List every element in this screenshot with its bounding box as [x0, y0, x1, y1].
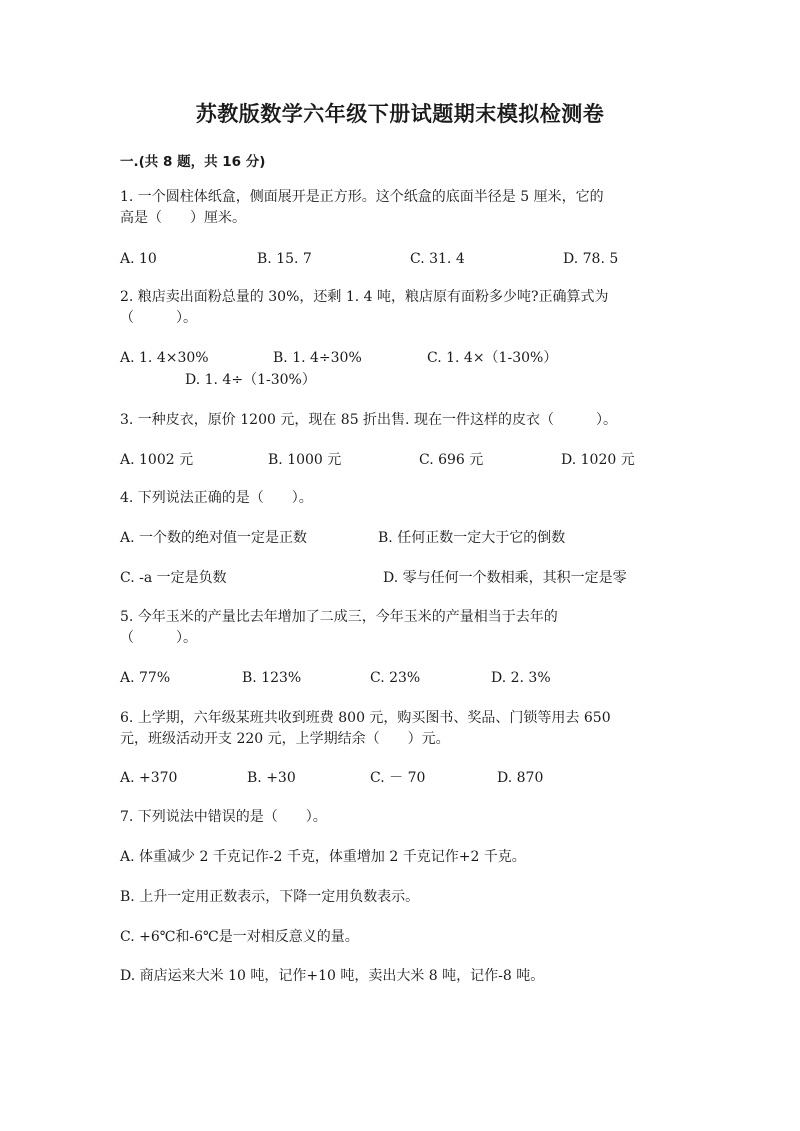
question-1-stem-line-1: 1. 一个圆柱体纸盒，侧面展开是正方形。这个纸盒的底面半径是 5 厘米，它的: [120, 189, 604, 205]
question-7-option-d: D. 商店运来大米 10 吨，记作+10 吨，卖出大米 8 吨，记作-8 吨。: [120, 968, 545, 984]
section-header: 一.(共 8 题，共 16 分): [120, 154, 266, 170]
question-4-option-a: A. 一个数的绝对值一定是正数: [120, 530, 308, 546]
question-1-option-c: C. 31. 4: [410, 251, 465, 267]
question-3-option-b: B. 1000 元: [268, 452, 342, 468]
question-6-stem-line-1: 6. 上学期，六年级某班共收到班费 800 元，购买图书、奖品、门锁等用去 650: [120, 710, 611, 726]
question-2-stem-line-2: （ ）。: [120, 310, 197, 326]
question-2-stem-line-1: 2. 粮店卖出面粉总量的 30%，还剩 1. 4 吨，粮店原有面粉多少吨?正确算式为: [120, 289, 609, 305]
question-1-option-a: A. 10: [120, 251, 157, 267]
question-4-option-c: C. -a 一定是负数: [120, 570, 227, 586]
question-7-option-b: B. 上升一定用正数表示，下降一定用负数表示。: [120, 889, 420, 905]
question-3-option-d: D. 1020 元: [561, 452, 635, 468]
page-title: 苏教版数学六年级下册试题期末模拟检测卷: [195, 102, 605, 126]
question-6-option-a: A. +370: [120, 770, 178, 786]
question-4-option-d: D. 零与任何一个数相乘，其积一定是零: [383, 570, 627, 586]
question-5-stem-line-2: （ ）。: [120, 630, 197, 646]
question-2-option-d: D. 1. 4÷（1-30%）: [185, 372, 316, 388]
question-3-option-c: C. 696 元: [419, 452, 484, 468]
question-1-stem-line-2: 高是（ ）厘米。: [120, 210, 246, 226]
question-7-option-c: C. +6℃和-6℃是一对相反意义的量。: [120, 929, 359, 945]
question-2-option-c: C. 1. 4×（1-30%）: [427, 350, 558, 366]
question-1-option-b: B. 15. 7: [257, 251, 312, 267]
question-1-option-d: D. 78. 5: [563, 251, 619, 267]
question-6-stem-line-2: 元，班级活动开支 220 元，上学期结余（ ）元。: [120, 731, 450, 747]
question-6-option-b: B. +30: [247, 770, 296, 786]
question-3-option-a: A. 1002 元: [120, 452, 194, 468]
question-5-stem-line-1: 5. 今年玉米的产量比去年增加了二成三，今年玉米的产量相当于去年的: [120, 609, 558, 625]
question-4-stem-line-1: 4. 下列说法正确的是（ ）。: [120, 490, 313, 506]
question-2-option-b: B. 1. 4÷30%: [273, 350, 362, 366]
question-6-option-d: D. 870: [497, 770, 544, 786]
question-7-option-a: A. 体重减少 2 千克记作-2 千克，体重增加 2 千克记作+2 千克。: [120, 849, 526, 865]
question-5-option-a: A. 77%: [120, 670, 171, 686]
question-6-option-c: C. － 70: [370, 770, 426, 786]
question-3-stem-line-1: 3. 一种皮衣，原价 1200 元，现在 85 折出售. 现在一件这样的皮衣（ ）。: [120, 412, 617, 428]
question-5-option-b: B. 123%: [242, 670, 302, 686]
question-2-option-a: A. 1. 4×30%: [120, 350, 209, 366]
question-5-option-d: D. 2. 3%: [491, 670, 551, 686]
question-4-option-b: B. 任何正数一定大于它的倒数: [378, 530, 566, 546]
question-5-option-c: C. 23%: [370, 670, 421, 686]
question-7-stem-line-1: 7. 下列说法中错误的是（ ）。: [120, 809, 327, 825]
